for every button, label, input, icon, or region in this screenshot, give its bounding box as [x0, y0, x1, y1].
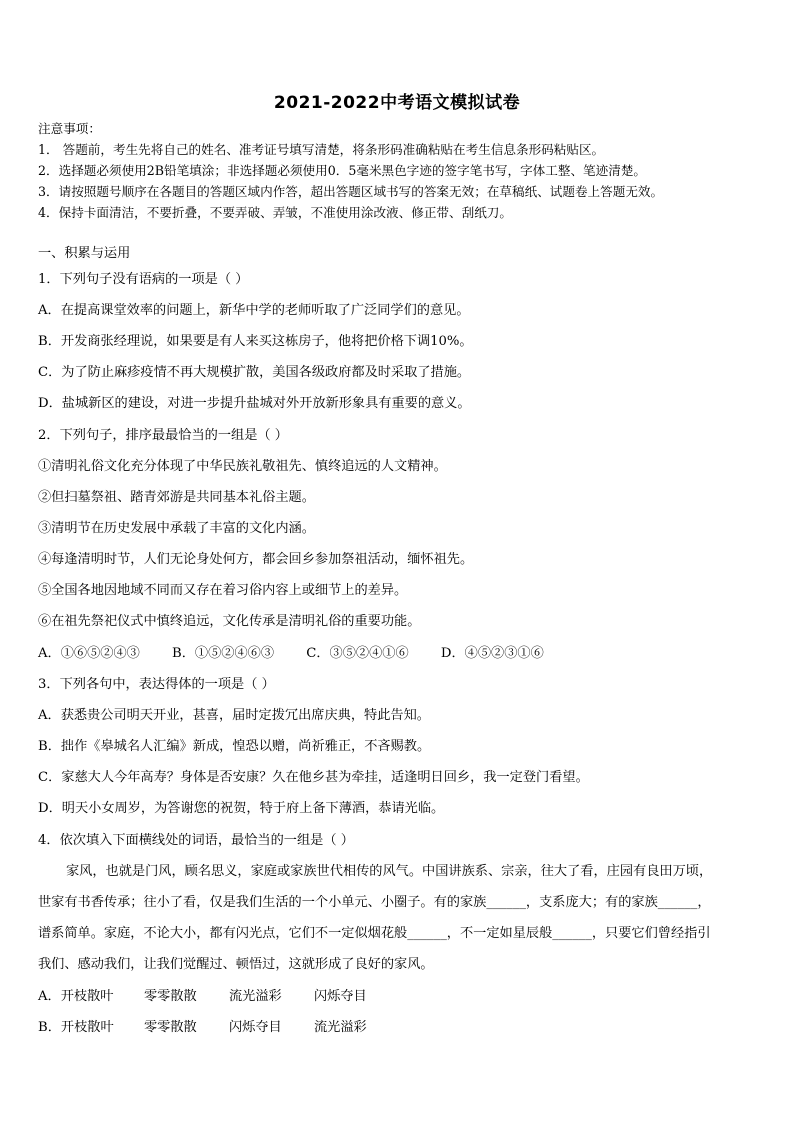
q1-option-d: D．盐城新区的建设，对进一步提升盐城对外开放新形象具有重要的意义。: [38, 396, 471, 411]
q2-option-b: B．①⑤②④⑥③: [172, 646, 275, 661]
q1-option-b: B．开发商张经理说，如果要是有人来买这栋房子，他将把价格下调10%。: [38, 334, 473, 349]
q4-stem: 4．依次填入下面横线处的词语，最恰当的一组是（ ）: [38, 833, 354, 848]
q2-sentence-4: ④每逢清明时节，人们无论身处何方，都会回乡参加祭祖活动，缅怀祖先。: [38, 552, 474, 567]
q2-sentence-6: ⑥在祖先祭祀仪式中慎终追远，文化传承是清明礼俗的重要功能。: [38, 614, 421, 629]
q2-option-a: A．①⑥⑤②④③: [38, 646, 140, 661]
q4-b-word-2: 零零散散: [144, 1020, 197, 1035]
q4-passage-line-4: 我们、感动我们，让我们觉醒过、顿悟过，这就形成了良好的家风。: [38, 957, 434, 972]
q4-passage-line-3: 谱系简单。家庭，不论大小，都有闪光点，它们不一定似烟花般______，不一定如星辰般______，只要它们曾经指引: [38, 926, 711, 941]
q4-b-word-4: 流光溢彩: [314, 1020, 367, 1035]
q4-a-word-2: 零零散散: [144, 989, 197, 1004]
section-heading: 一、积累与运用: [38, 246, 131, 261]
q4-a-word-4: 闪烁夺目: [314, 989, 367, 1004]
q1-stem: 1．下列句子没有语病的一项是（ ）: [38, 272, 249, 287]
q3-option-a: A．获悉贵公司明天开业，甚喜，届时定拨冗出席庆典，特此告知。: [38, 708, 430, 723]
q4-b-word-3: 闪烁夺目: [229, 1020, 282, 1035]
q4-passage-line-2: 世家有书香传承；往小了看，仅是我们生活的一个小单元、小圈子。有的家族______，支系庞大；有的家族______，: [38, 895, 711, 910]
q1-option-c: C．为了防止麻疹疫情不再大规模扩散，美国各级政府都及时采取了措施。: [38, 365, 471, 380]
q2-sentence-5: ⑤全国各地因地域不同而又存在着习俗内容上或细节上的差异。: [38, 583, 408, 598]
q4-option-b: [38, 1020, 367, 1036]
q2-sentence-2: ②但扫墓祭祖、踏青郊游是共同基本礼俗主题。: [38, 490, 315, 505]
q3-option-c: C．家慈大人今年高寿？身体是否安康？久在他乡甚为牵挂，适逢明日回乡，我一定登门看望。: [38, 770, 589, 785]
notice-heading: 注意事项：: [38, 121, 101, 136]
q1-option-a: A．在提高课堂效率的问题上，新华中学的老师听取了广泛同学们的意见。: [38, 303, 470, 318]
q2-stem: 2．下列句子，排序最最恰当的一组是（ ）: [38, 428, 288, 443]
q4-b-word-1: B．开枝散叶: [38, 1020, 114, 1035]
exam-title: 2021-2022中考语文模拟试卷: [273, 93, 521, 113]
q2-sentence-3: ③清明节在历史发展中承载了丰富的文化内涵。: [38, 521, 315, 536]
q4-a-word-1: A．开枝散叶: [38, 989, 114, 1004]
notice-item-2: 2．选择题必须使用2B铅笔填涂；非选择题必须使用0．5毫米黑色字迹的签字笔书写，字体工整、笔迹清楚。: [38, 163, 647, 178]
q4-option-a: [38, 989, 367, 1005]
notice-item-1: 1． 答题前，考生先将自己的姓名、准考证号填写清楚，将条形码准确粘贴在考生信息条形码粘贴区。: [38, 142, 605, 157]
q4-a-word-3: 流光溢彩: [229, 989, 282, 1004]
q3-option-d: D．明天小女周岁，为答谢您的祝贺，特于府上备下薄酒，恭请光临。: [38, 801, 445, 816]
q3-stem: 3．下列各句中，表达得体的一项是（ ）: [38, 677, 275, 692]
q2-options: [38, 646, 572, 662]
notice-item-3: 3．请按照题号顺序在各题目的答题区域内作答，超出答题区域书写的答案无效；在草稿纸、试题卷上答题无效。: [38, 184, 664, 199]
q2-option-d: D．④⑤②③①⑥: [440, 646, 544, 661]
q2-sentence-1: ①清明礼俗文化充分体现了中华民族礼敬祖先、慎终追远的人文精神。: [38, 459, 447, 474]
q3-option-b: B．拙作《皋城名人汇编》新成，惶恐以赠，尚祈雅正，不吝赐教。: [38, 739, 431, 754]
q4-passage-line-1: 家风，也就是门风，顾名思义，家庭或家族世代相传的风气。中国讲族系、宗亲，往大了看，庄园有良田万顷，: [66, 864, 713, 879]
notice-item-4: 4．保持卡面清洁，不要折叠，不要弄破、弄皱，不准使用涂改液、修正带、刮纸刀。: [38, 205, 512, 220]
q2-option-c: C．③⑤②④①⑥: [306, 646, 409, 661]
